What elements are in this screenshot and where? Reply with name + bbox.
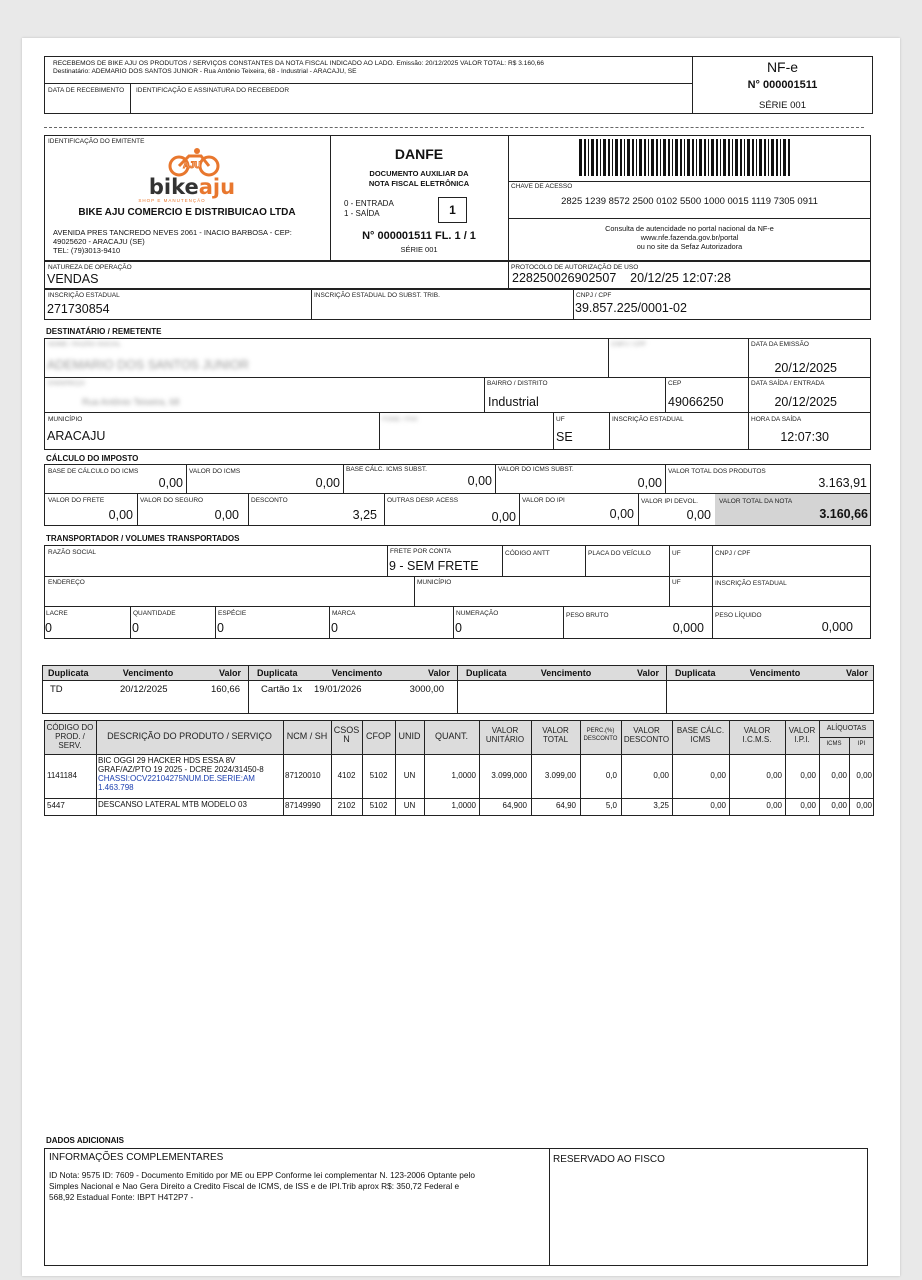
barcode-bar <box>639 139 642 176</box>
barcode-bar <box>756 139 757 176</box>
seguro-valor: 0,00 <box>214 508 239 522</box>
seguro-label: VALOR DO SEGURO <box>140 497 204 504</box>
barcode-icon <box>579 139 791 176</box>
barcode-bar <box>732 139 733 176</box>
barcode-bar <box>615 139 618 176</box>
adicionais-block <box>44 1148 868 1266</box>
dest-fone-label: FONE / FAX <box>382 416 418 423</box>
cnpj-valor: 39.857.225/0001-02 <box>575 301 687 315</box>
barcode-bar <box>740 139 742 176</box>
barcode-bar <box>651 139 654 176</box>
p1-desc4: 1.463.798 <box>98 783 134 792</box>
th-csosn: CSOS N <box>333 725 360 744</box>
danfe-page <box>22 38 900 1276</box>
duplicata-header-3-vencimento: Vencimento <box>540 668 592 678</box>
barcode-bar <box>716 139 718 176</box>
info-line3: 568,92 Estadual Fonte: IBPT H4T2P7 - <box>49 1192 194 1202</box>
transp-endereco-label: ENDEREÇO <box>48 579 85 586</box>
th-v-unit: VALOR UNITÁRIO <box>485 726 525 744</box>
transp-placa-label: PLACA DO VEÍCULO <box>588 550 651 557</box>
barcode-bar <box>720 139 721 176</box>
barcode-bar <box>591 139 594 176</box>
p2-v-icms: 0,00 <box>766 801 782 810</box>
p1-unid: UN <box>403 771 416 780</box>
dest-hora-label: HORA DA SAÍDA <box>751 416 802 423</box>
barcode-bar <box>771 139 774 176</box>
th-v-total: VALOR TOTAL <box>542 726 569 744</box>
barcode-bar <box>747 139 750 176</box>
p2-a-ipi: 0,00 <box>856 801 872 810</box>
p1-perc: 0,0 <box>605 771 617 780</box>
th-codigo: CÓDIGO DO PROD. / SERV. <box>46 723 94 750</box>
duplicata-header-3-duplicata: Duplicata <box>466 668 507 678</box>
peso-liquido-valor: 0,000 <box>821 620 853 634</box>
p2-v-ipi: 0,00 <box>800 801 816 810</box>
dest-hora: 12:07:30 <box>780 430 829 444</box>
danfe-title: DANFE <box>394 146 444 162</box>
barcode-bar <box>728 139 730 176</box>
natureza-label: NATUREZA DE OPERAÇÃO <box>48 264 132 271</box>
p2-unid: UN <box>403 801 416 810</box>
dest-uf: SE <box>556 430 573 444</box>
p2-bc-icms: 0,00 <box>710 801 726 810</box>
th-perc: PERC.(%) DESCONTO <box>583 728 618 742</box>
ie-row <box>44 289 871 320</box>
danfe-subtitle1: DOCUMENTO AUXILIAR DA <box>369 169 469 178</box>
consulta-line1: Consulta de autencidade no portal nacional da NF-e <box>605 224 774 233</box>
frete-valor: 0,00 <box>108 508 133 522</box>
logo-aju-text: aju <box>198 175 236 199</box>
bc-icms-valor: 0,00 <box>158 476 183 490</box>
consulta-line3: ou no site da Sefaz Autorizadora <box>636 242 743 251</box>
info-complementares-label: INFORMAÇÕES COMPLEMENTARES <box>49 1152 224 1163</box>
v-prod-valor: 3.163,91 <box>818 476 867 490</box>
p2-cfop: 5102 <box>369 801 388 810</box>
p1-csosn: 4102 <box>337 771 356 780</box>
consulta-line2: www.nfe.fazenda.gov.br/portal <box>640 233 739 242</box>
numeracao-valor: 0 <box>455 621 462 635</box>
destinatario-section: DESTINATÁRIO / REMETENTE <box>46 327 162 336</box>
p1-desc1: BIC OGGI 29 HACKER HDS ESSA 8V <box>98 756 236 765</box>
dest-cnpj-label: CNPJ / CPF <box>611 341 647 348</box>
info-line1: ID Nota: 9575 ID: 7609 - Documento Emitido por ME ou EPP Conforme lei complementar N. 123-2006 Optante pelo <box>49 1170 475 1180</box>
barcode-bar <box>735 139 738 176</box>
frete-label: VALOR DO FRETE <box>48 497 105 504</box>
p2-v-total: 64,90 <box>555 801 576 810</box>
p1-v-ipi: 0,00 <box>800 771 816 780</box>
identificacao-recebedor-label: IDENTIFICAÇÃO E ASSINATURA DO RECEBEDOR <box>136 87 290 94</box>
transp-frete-label: FRETE POR CONTA <box>390 548 452 555</box>
adicionais-section: DADOS ADICIONAIS <box>46 1136 124 1145</box>
th-aliq-icms: ICMS <box>826 741 842 747</box>
canhoto-nfe-title: NF-e <box>766 59 799 75</box>
ipi-valor: 0,00 <box>609 507 634 521</box>
ie-st-label: INSCRIÇÃO ESTADUAL DO SUBST. TRIB. <box>314 292 440 299</box>
barcode-bar <box>708 139 709 176</box>
barcode-bar <box>600 139 601 176</box>
transp-ie-label: INSCRIÇÃO ESTADUAL <box>715 580 787 587</box>
v-prod-label: VALOR TOTAL DOS PRODUTOS <box>668 468 766 475</box>
danfe-subtitle2: NOTA FISCAL ELETRÔNICA <box>368 179 470 188</box>
v-icms-label: VALOR DO ICMS <box>189 468 241 475</box>
barcode-bar <box>759 139 762 176</box>
dest-endereco-label: ENDEREÇO <box>48 380 85 387</box>
numeracao-label: NUMERAÇÃO <box>456 610 499 617</box>
barcode-bar <box>780 139 781 176</box>
v-nota-label: VALOR TOTAL DA NOTA <box>719 498 793 505</box>
barcode-bar <box>644 139 646 176</box>
imposto-section: CÁLCULO DO IMPOSTO <box>46 454 139 463</box>
barcode-bar <box>668 139 670 176</box>
duplicata-header-2-vencimento: Vencimento <box>331 668 383 678</box>
emitente-label: IDENTIFICAÇÃO DO EMITENTE <box>48 138 145 145</box>
outras-label: OUTRAS DESP. ACESS <box>387 497 459 504</box>
th-quant: QUANT. <box>434 731 468 741</box>
dest-municipio: ARACAJU <box>47 429 106 443</box>
cut-line <box>44 127 864 128</box>
barcode-bar <box>603 139 606 176</box>
canhoto-nfe-number: N° 000001511 <box>747 79 818 91</box>
p1-desc2: GRAF/AZ/PTO 19 2025 - DCRE 2024/31450-8 <box>98 765 264 774</box>
barcode-bar <box>723 139 726 176</box>
quantidade-valor: 0 <box>132 621 139 635</box>
barcode-bar <box>608 139 610 176</box>
emitente-nome: BIKE AJU COMERCIO E DISTRIBUICAO LTDA <box>78 207 296 218</box>
p2-csosn: 2102 <box>337 801 356 810</box>
barcode-bar <box>783 139 786 176</box>
transp-frete-valor: 9 - SEM FRETE <box>389 559 479 573</box>
p2-perc: 5,0 <box>605 801 617 810</box>
th-aliq-ipi: IPI <box>857 741 866 747</box>
transp-municipio-label: MUNICÍPIO <box>417 579 452 586</box>
bc-st-valor: 0,00 <box>467 474 492 488</box>
cnpj-label: CNPJ / CPF <box>576 292 612 299</box>
barcode-bar <box>684 139 685 176</box>
logo-top-text: AJU <box>182 160 201 170</box>
p1-ncm: 87120010 <box>285 771 321 780</box>
barcode-bar <box>656 139 658 176</box>
duplicata-header-2-duplicata: Duplicata <box>257 668 298 678</box>
barcode-bar <box>627 139 630 176</box>
desconto-valor: 3,25 <box>352 508 377 522</box>
p2-codigo: 5447 <box>47 801 65 810</box>
barcode-bar <box>588 139 589 176</box>
logo-bike-text: bike <box>148 175 199 199</box>
marca-valor: 0 <box>331 621 338 635</box>
canhoto-text-line2: Destinatário: ADEMARIO DOS SANTOS JUNIOR - Rua Antônio Teixeira, 68 - Industrial - ARACAJU, SE <box>53 68 357 75</box>
bc-icms-label: BASE DE CÁLCULO DO ICMS <box>48 468 139 475</box>
dest-data-emissao: 20/12/2025 <box>774 361 837 375</box>
duplicata-header-4-valor: Valor <box>845 668 868 678</box>
duplicata-header-2-valor: Valor <box>427 668 450 678</box>
dup2-numero: Cartão 1x <box>261 684 303 695</box>
th-bc-icms: BASE CÁLC. ICMS <box>676 726 725 744</box>
aliquotas-divider <box>819 737 874 738</box>
duplicata-header-3-valor: Valor <box>636 668 659 678</box>
dest-uf-label: UF <box>556 416 565 423</box>
p2-a-icms: 0,00 <box>831 801 847 810</box>
barcode-bar <box>776 139 778 176</box>
p1-a-icms: 0,00 <box>831 771 847 780</box>
dest-cep: 49066250 <box>668 395 724 409</box>
emitente-logo <box>117 148 267 203</box>
dup1-valor: 160,66 <box>210 684 240 695</box>
chave-label: CHAVE DE ACESSO <box>511 183 573 190</box>
danfe-numero-folha: N° 000001511 FL. 1 / 1 <box>362 230 476 242</box>
dup1-numero: TD <box>50 684 63 695</box>
peso-bruto-label: PESO BRUTO <box>566 612 609 619</box>
natureza-valor: VENDAS <box>47 272 99 286</box>
th-v-ipi: VALOR I.P.I. <box>788 726 816 744</box>
ipi-label: VALOR DO IPI <box>522 497 565 504</box>
v-st-label: VALOR DO ICMS SUBST. <box>498 466 574 473</box>
barcode-bar <box>675 139 678 176</box>
peso-liquido-label: PESO LÍQUIDO <box>715 612 762 619</box>
barcode-bar <box>704 139 706 176</box>
barcode-bar <box>680 139 682 176</box>
dest-bairro: Industrial <box>488 395 539 409</box>
dest-data-emissao-label: DATA DA EMISSÃO <box>751 341 809 348</box>
danfe-saida: 1 - SAÍDA <box>344 209 380 218</box>
barcode-bar <box>788 139 790 176</box>
barcode-bar <box>699 139 702 176</box>
p1-v-icms: 0,00 <box>766 771 782 780</box>
v-st-valor: 0,00 <box>637 476 662 490</box>
barcode-bar <box>648 139 649 176</box>
desconto-label: DESCONTO <box>251 497 288 504</box>
dup2-valor: 3000,00 <box>409 684 444 695</box>
barcode-bar <box>584 139 586 176</box>
p1-v-unit: 3.099,000 <box>491 771 527 780</box>
transp-cnpj-label: CNPJ / CPF <box>715 550 751 557</box>
ipi-dev-valor: 0,00 <box>686 508 711 522</box>
dest-ie-label: INSCRIÇÃO ESTADUAL <box>612 416 684 423</box>
th-ncm: NCM / SH <box>286 731 328 741</box>
barcode-bar <box>596 139 598 176</box>
duplicata-header-1-valor: Valor <box>218 668 241 678</box>
barcode-bar <box>692 139 694 176</box>
p2-quant: 1,0000 <box>451 801 476 810</box>
p1-bc-icms: 0,00 <box>710 771 726 780</box>
dest-cep-label: CEP <box>668 380 682 387</box>
p1-quant: 1,0000 <box>451 771 476 780</box>
th-aliquotas: ALÍQUOTAS <box>826 725 867 732</box>
destinatario-block <box>44 338 871 450</box>
dest-nome-label: NOME / RAZÃO SOCIAL <box>48 341 121 348</box>
transp-uf-label: UF <box>672 550 681 557</box>
danfe-serie: SÉRIE 001 <box>400 245 438 254</box>
th-descricao: DESCRIÇÃO DO PRODUTO / SERVIÇO <box>107 731 272 741</box>
th-cfop: CFOP <box>365 731 391 741</box>
info-line2: Simples Nacional e Nao Gera Direito a Credito Fiscal de ICMS, de ISS e de IPI.Trib aprox R$: 350,72 Federal e <box>49 1181 460 1191</box>
barcode-bar <box>768 139 769 176</box>
especie-valor: 0 <box>217 621 224 635</box>
dest-municipio-label: MUNICÍPIO <box>48 416 83 423</box>
barcode-bar <box>663 139 666 176</box>
dest-endereco: Rua Antônio Teixeira, 68 <box>82 397 180 407</box>
th-v-icms: VALOR I.C.M.S. <box>742 726 772 744</box>
dest-bairro-label: BAIRRO / DISTRITO <box>487 380 548 387</box>
ie-label: INSCRIÇÃO ESTADUAL <box>48 292 120 299</box>
barcode-bar <box>620 139 622 176</box>
chave-valor: 2825 1239 8572 2500 0102 5500 1000 0015 1119 7305 0911 <box>561 196 818 207</box>
v-icms-valor: 0,00 <box>315 476 340 490</box>
marca-label: MARCA <box>332 610 356 617</box>
bc-st-label: BASE CÁLC. ICMS SUBST. <box>346 466 427 473</box>
barcode-bar <box>632 139 634 176</box>
duplicata-header-1-duplicata: Duplicata <box>48 668 89 678</box>
duplicata-header-4-vencimento: Vencimento <box>749 668 801 678</box>
barcode-bar <box>687 139 690 176</box>
transp-antt-label: CÓDIGO ANTT <box>505 550 550 557</box>
p2-v-desc: 3,25 <box>653 801 669 810</box>
barcode-bar <box>672 139 673 176</box>
quantidade-label: QUANTIDADE <box>133 610 176 617</box>
th-v-desc: VALOR DESCONTO <box>623 726 670 744</box>
protocolo-label: PROTOCOLO DE AUTORIZAÇÃO DE USO <box>511 264 639 271</box>
dest-data-saida: 20/12/2025 <box>774 395 837 409</box>
barcode-bar <box>764 139 766 176</box>
barcode-bar <box>752 139 754 176</box>
peso-bruto-valor: 0,000 <box>672 621 704 635</box>
dup1-vencimento: 20/12/2025 <box>120 684 168 695</box>
lacre-valor: 0 <box>45 621 52 635</box>
barcode-bar <box>696 139 697 176</box>
danfe-tipo-box: 1 <box>438 197 467 223</box>
duplicata-header-4-duplicata: Duplicata <box>675 668 716 678</box>
v-nota-valor: 3.160,66 <box>819 507 868 521</box>
barcode-bar <box>660 139 661 176</box>
outras-valor: 0,00 <box>491 510 516 524</box>
barcode <box>579 139 791 176</box>
barcode-bar <box>744 139 745 176</box>
barcode-bar <box>624 139 625 176</box>
ipi-dev-label: VALOR IPI DEVOL. <box>641 498 698 505</box>
logo-subtitle: SHOP E MANUTENÇÃO <box>138 198 206 203</box>
p1-desc3: CHASSI:OCV22104275NUM.DE.SERIE:AM <box>98 774 255 783</box>
protocolo-valor: 228250026902507 20/12/25 12:07:28 <box>512 271 731 285</box>
p1-v-desc: 0,00 <box>653 771 669 780</box>
emitente-endereco2: 49025620 - ARACAJU (SE) <box>53 237 145 246</box>
p1-codigo: 1141184 <box>47 771 77 780</box>
duplicata-header-1-vencimento: Vencimento <box>122 668 174 678</box>
barcode-bar <box>612 139 613 176</box>
lacre-label: LACRE <box>46 610 68 617</box>
barcode-bar <box>579 139 582 176</box>
barcode-bar <box>636 139 637 176</box>
emitente-telefone: TEL: (79)3013-9410 <box>53 246 121 255</box>
dest-nome: ADEMARIO DOS SANTOS JUNIOR <box>47 358 249 372</box>
th-unid: UNID <box>398 731 421 741</box>
data-recebimento-label: DATA DE RECEBIMENTO <box>48 87 125 94</box>
transp-uf2-label: UF <box>672 579 681 586</box>
transportador-section: TRANSPORTADOR / VOLUMES TRANSPORTADOS <box>46 534 240 543</box>
canhoto-text-line1: RECEBEMOS DE BIKE AJU OS PRODUTOS / SERVIÇOS CONSTANTES DA NOTA FISCAL INDICADO AO LADO. Emissão: 20/12/2025 VALOR TOTAL: R$ 3.160,66 <box>53 60 544 67</box>
especie-label: ESPÉCIE <box>218 610 247 617</box>
barcode-bar <box>711 139 714 176</box>
p1-a-ipi: 0,00 <box>856 771 872 780</box>
p2-v-unit: 64,900 <box>502 801 527 810</box>
emitente-endereco1: AVENIDA PRES TANCREDO NEVES 2061 - INACIO BARBOSA - CEP: <box>53 228 292 237</box>
transp-razao-label: RAZÃO SOCIAL <box>48 549 97 556</box>
p1-cfop: 5102 <box>369 771 388 780</box>
canhoto-nfe-serie: SÉRIE 001 <box>759 100 806 111</box>
p2-desc1: DESCANSO LATERAL MTB MODELO 03 <box>98 800 247 809</box>
reservado-fisco-label: RESERVADO AO FISCO <box>553 1154 665 1165</box>
ie-valor: 271730854 <box>47 302 110 316</box>
danfe-entrada: 0 - ENTRADA <box>344 199 394 208</box>
dest-data-saida-label: DATA SAÍDA / ENTRADA <box>751 380 825 387</box>
p1-v-total: 3.099,00 <box>544 771 576 780</box>
dup2-vencimento: 19/01/2026 <box>314 684 362 695</box>
p2-ncm: 87149990 <box>285 801 321 810</box>
